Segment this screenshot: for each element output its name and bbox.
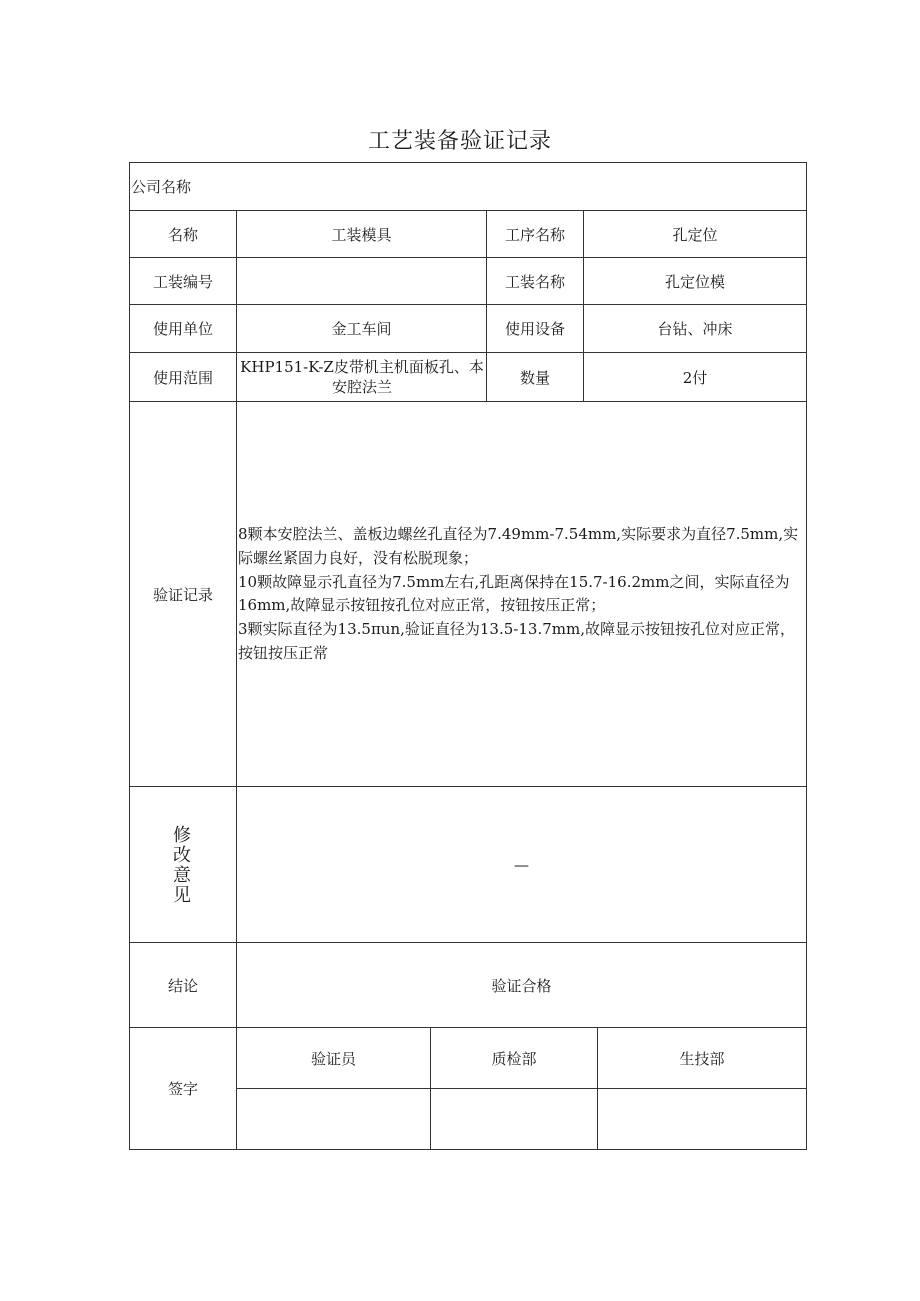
signature-field-verifier[interactable] — [237, 1089, 430, 1149]
verification-record-text — [238, 523, 804, 666]
process-name-label: 工序名称 — [504, 225, 565, 244]
signature-col-quality-dept: 质检部 — [491, 1049, 537, 1068]
signature-field-tech-dept[interactable] — [598, 1089, 806, 1149]
quantity-label: 数量 — [519, 368, 550, 387]
user-unit-value: 金工车间 — [331, 320, 392, 338]
signature-col-verifier: 验证员 — [310, 1049, 356, 1068]
user-unit-label: 使用单位 — [152, 320, 213, 338]
tooling-code-value — [237, 258, 486, 304]
company-name-label: 公司名称 — [131, 178, 192, 196]
modification-opinion-value: — — [514, 855, 529, 874]
signature-col-tech-dept: 生技部 — [679, 1049, 725, 1068]
modification-opinion-label: 修 改 意 见 — [173, 825, 191, 906]
verification-line: 3颗实际直径为13.5πun,验证直径为13.5-13.7mm,故障显示按钮按孔位对应正常，按钮按压正常 — [238, 620, 795, 662]
tooling-code-label: 工装编号 — [152, 272, 213, 291]
equipment-label: 使用设备 — [504, 320, 565, 338]
conclusion-value: 验证合格 — [491, 976, 552, 995]
tooling-name-value: 孔定位模 — [664, 272, 725, 291]
name-label: 名称 — [167, 225, 198, 244]
verification-record-label: 验证记录 — [152, 585, 213, 604]
document-title: 工艺装备验证记录 — [367, 129, 552, 154]
verification-line: 10颗故障显示孔直径为7.5mm左右,孔距离保持在15.7-16.2mm之间，实际直径为16mm,故障显示按钮按孔位对应正常，按钮按压正常； — [238, 572, 790, 615]
verification-line: 8颗本安腔法兰、盖板边螺丝孔直径为7.49mm-7.54mm,实际要求为直径7.5mm,实际螺丝紧固力良好，没有松脱现象； — [238, 525, 799, 567]
usage-scope-label: 使用范围 — [152, 368, 213, 387]
process-name-value: 孔定位 — [672, 225, 718, 244]
quantity-value: 2付 — [682, 368, 708, 387]
usage-scope-value: KHP151-K-Z皮带机主机面板孔、本安腔法兰 — [240, 358, 484, 396]
signature-field-quality-dept[interactable] — [431, 1089, 597, 1149]
name-value: 工装模具 — [331, 225, 392, 244]
conclusion-label: 结论 — [167, 976, 198, 995]
tooling-name-label: 工装名称 — [504, 272, 565, 291]
equipment-value: 台钻、冲床 — [657, 320, 733, 338]
signature-label: 签字 — [167, 1080, 198, 1098]
